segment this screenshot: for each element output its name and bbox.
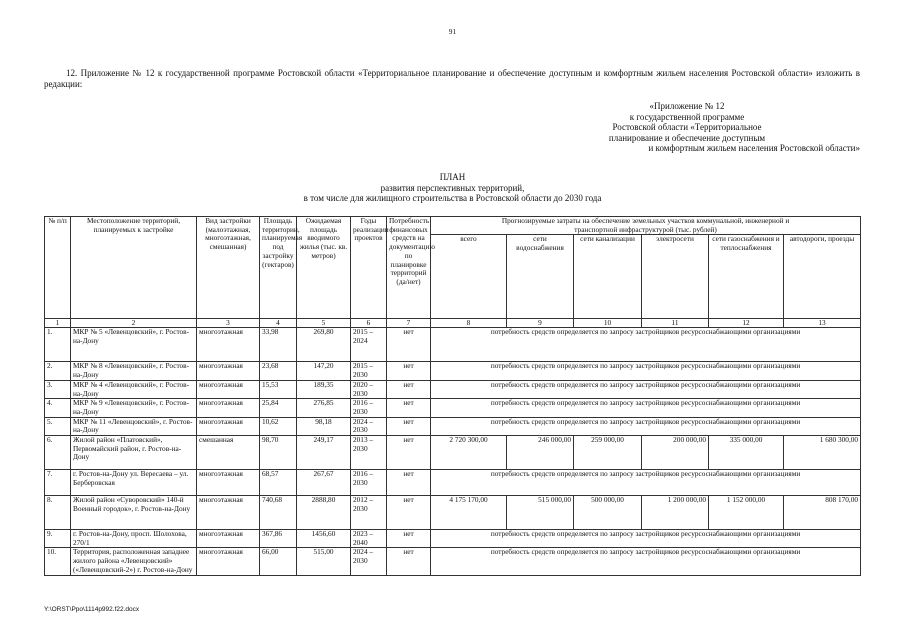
cell-type: многоэтажная xyxy=(197,470,260,496)
cell-type: многоэтажная xyxy=(197,380,260,398)
cell-location: г. Ростов-на-Дону ул. Вересаева – ул. Берберовская xyxy=(71,470,197,496)
cell-housing: 515,00 xyxy=(297,548,351,575)
cell-years: 2024 – 2030 xyxy=(351,548,387,575)
header-housing: Ожидаемая площадь вводимого жилья (тыс. кв. метров) xyxy=(297,217,351,319)
table-row xyxy=(45,496,861,530)
cell-housing: 269,80 xyxy=(297,328,351,362)
cell-housing: 98,18 xyxy=(297,417,351,435)
appendix-line: планирование и обеспечение доступным xyxy=(608,132,766,143)
cell-location: МКР № 9 «Левенцовский», г. Ростов-на-Дону xyxy=(71,399,197,417)
column-number: 12 xyxy=(709,319,784,328)
cell-type: многоэтажная xyxy=(197,496,260,530)
cell-area: 23,68 xyxy=(260,362,297,380)
cell-no: 8. xyxy=(45,496,71,530)
cell-total: 2 720 300,00 xyxy=(431,436,507,470)
header-location: Местоположение территорий, планируемых к застройке xyxy=(71,217,197,319)
header-need: Потребность финансовых средств на документацию по планировке территорий (да/нет) xyxy=(387,217,431,319)
cell-type: многоэтажная xyxy=(197,530,260,548)
column-number: 11 xyxy=(642,319,709,328)
column-number: 1 xyxy=(45,319,71,328)
cell-housing: 276,85 xyxy=(297,399,351,417)
table-row xyxy=(45,470,861,496)
cell-water: 515 000,00 xyxy=(507,496,574,530)
cell-area: 98,70 xyxy=(260,436,297,470)
cell-no: 2. xyxy=(45,362,71,380)
header-water: сети водоснабжения xyxy=(507,235,574,319)
cell-need: нет xyxy=(387,362,431,380)
cell-funding-note: потребность средств определяется по запросу застройщиков ресурсоснабжающими организациями xyxy=(431,548,861,575)
appendix-reference xyxy=(560,101,860,154)
cell-years: 2015 – 2024 xyxy=(351,328,387,362)
table-row xyxy=(45,417,861,435)
table-row xyxy=(45,380,861,398)
cell-no: 9. xyxy=(45,530,71,548)
cell-need: нет xyxy=(387,417,431,435)
cell-area: 68,57 xyxy=(260,470,297,496)
cell-type: многоэтажная xyxy=(197,399,260,417)
column-number: 8 xyxy=(431,319,507,328)
cell-location: МКР № 11 «Левенцовский», г. Ростов-на-Дону xyxy=(71,417,197,435)
cell-need: нет xyxy=(387,530,431,548)
cell-type: многоэтажная xyxy=(197,417,260,435)
cell-location: г. Ростов-на-Дону, просп. Шолохова, 270/1 xyxy=(71,530,197,548)
cell-years: 2016 – 2030 xyxy=(351,470,387,496)
header-roads: автодороги, проезды xyxy=(784,235,861,319)
cell-no: 4. xyxy=(45,399,71,417)
column-number: 13 xyxy=(784,319,861,328)
cell-housing: 267,67 xyxy=(297,470,351,496)
document-title xyxy=(0,172,905,204)
cell-housing: 189,35 xyxy=(297,380,351,398)
column-number: 7 xyxy=(387,319,431,328)
cell-housing: 2888,80 xyxy=(297,496,351,530)
cell-no: 6. xyxy=(45,436,71,470)
header-no: № п/п xyxy=(45,217,71,319)
title-line: ПЛАН xyxy=(439,172,466,182)
table-row xyxy=(45,436,861,470)
cell-years: 2015 – 2030 xyxy=(351,362,387,380)
table-row xyxy=(45,399,861,417)
cell-years: 2013 – 2030 xyxy=(351,436,387,470)
column-number: 4 xyxy=(260,319,297,328)
cell-location: МКР № 4 «Левенцовский», г. Ростов-на-Дону xyxy=(71,380,197,398)
cell-need: нет xyxy=(387,399,431,417)
cell-years: 2020 – 2030 xyxy=(351,380,387,398)
header-years: Годы реализации проектов xyxy=(351,217,387,319)
cell-location: МКР № 8 «Левенцовский», г. Ростов-на-Дону xyxy=(71,362,197,380)
cell-no: 5. xyxy=(45,417,71,435)
cell-years: 2023 – 2040 xyxy=(351,530,387,548)
cell-area: 25,84 xyxy=(260,399,297,417)
column-number: 2 xyxy=(71,319,197,328)
cell-total: 4 175 170,00 xyxy=(431,496,507,530)
column-number: 3 xyxy=(197,319,260,328)
cell-gas: 1 152 000,00 xyxy=(709,496,784,530)
cell-need: нет xyxy=(387,470,431,496)
file-path-footer: Y:\ORST\Ppo\1114p992.f22.docx xyxy=(44,606,140,613)
appendix-line: к государственной программе xyxy=(629,111,745,122)
cell-water: 246 000,00 xyxy=(507,436,574,470)
cell-location: Территория, расположенная западнее жилого района «Левенцовский» («Левенцовский-2») г. Ростов-на-Дону xyxy=(71,548,197,575)
cell-area: 33,98 xyxy=(260,328,297,362)
cell-no: 1. xyxy=(45,328,71,362)
cell-housing: 147,20 xyxy=(297,362,351,380)
column-number: 10 xyxy=(574,319,642,328)
cell-type: многоэтажная xyxy=(197,548,260,575)
cell-need: нет xyxy=(387,328,431,362)
cell-location: МКР № 5 «Левенцовский», г. Ростов-на-Дону xyxy=(71,328,197,362)
cell-location: Жилой район «Суворовский» 140-й Военный городок», г. Ростов-на-Дону xyxy=(71,496,197,530)
table-row xyxy=(45,548,861,575)
cell-years: 2024 – 2030 xyxy=(351,417,387,435)
header-electric: электросети xyxy=(642,235,709,319)
cell-need: нет xyxy=(387,380,431,398)
cell-housing: 1456,60 xyxy=(297,530,351,548)
cell-funding-note: потребность средств определяется по запросу застройщиков ресурсоснабжающими организациями xyxy=(431,399,861,417)
cell-funding-note: потребность средств определяется по запросу застройщиков ресурсоснабжающими организациями xyxy=(431,530,861,548)
cell-electric: 1 200 000,00 xyxy=(642,496,709,530)
cell-no: 10. xyxy=(45,548,71,575)
table-row xyxy=(45,362,861,380)
header-row xyxy=(45,217,861,235)
cell-roads: 1 680 300,00 xyxy=(784,436,861,470)
cell-funding-note: потребность средств определяется по запросу застройщиков ресурсоснабжающими организациями xyxy=(431,470,861,496)
cell-sewer: 259 000,00 xyxy=(574,436,642,470)
cell-funding-note: потребность средств определяется по запросу застройщиков ресурсоснабжающими организациями xyxy=(431,362,861,380)
title-line: развития перспективных территорий, xyxy=(380,182,525,193)
cell-type: многоэтажная xyxy=(197,328,260,362)
plan-table xyxy=(44,216,861,576)
header-type: Вид застройки (малоэтажная, многоэтажная, смешанная) xyxy=(197,217,260,319)
page-number: 91 xyxy=(448,27,457,36)
cell-area: 740,68 xyxy=(260,496,297,530)
cell-electric: 200 000,00 xyxy=(642,436,709,470)
cell-need: нет xyxy=(387,436,431,470)
column-number: 5 xyxy=(297,319,351,328)
header-total: всего xyxy=(431,235,507,319)
column-number: 9 xyxy=(507,319,574,328)
cell-type: многоэтажная xyxy=(197,362,260,380)
cell-need: нет xyxy=(387,496,431,530)
header-area: Площадь территории, планируемая под застройку (гектаров) xyxy=(260,217,297,319)
table-row xyxy=(45,328,861,362)
column-number: 6 xyxy=(351,319,387,328)
cell-need: нет xyxy=(387,548,431,575)
appendix-line: и комфортным жильем населения Ростовской области» xyxy=(648,143,860,153)
cell-housing: 249,17 xyxy=(297,436,351,470)
cell-type: смешанная xyxy=(197,436,260,470)
cell-area: 66,00 xyxy=(260,548,297,575)
cell-area: 367,86 xyxy=(260,530,297,548)
cell-area: 10,62 xyxy=(260,417,297,435)
cell-area: 15,53 xyxy=(260,380,297,398)
title-line: в том числе для жилищного строительства в Ростовской области до 2030 года xyxy=(303,193,602,203)
cell-no: 3. xyxy=(45,380,71,398)
cell-years: 2016 – 2030 xyxy=(351,399,387,417)
cell-funding-note: потребность средств определяется по запросу застройщиков ресурсоснабжающими организациями xyxy=(431,417,861,435)
table-row xyxy=(45,530,861,548)
header-gas: сети газоснабжения и теплоснабжения xyxy=(709,235,784,319)
cell-funding-note: потребность средств определяется по запросу застройщиков ресурсоснабжающими организациями xyxy=(431,328,861,362)
cell-location: Жилой район «Платовский», Первомайский район, г. Ростов-на-Дону xyxy=(71,436,197,470)
cell-years: 2012 – 2030 xyxy=(351,496,387,530)
cell-no: 7. xyxy=(45,470,71,496)
appendix-line: Ростовской области «Территориальное xyxy=(612,122,762,132)
header-costs-group: Прогнозируемые затраты на обеспечение земельных участков коммунальной, инженерной и транспортной инфраструктурой (тыс. рублей) xyxy=(431,217,861,235)
header-sewer: сети канализации xyxy=(574,235,642,319)
cell-sewer: 500 000,00 xyxy=(574,496,642,530)
appendix-line: «Приложение № 12 xyxy=(649,101,725,111)
cell-gas: 335 000,00 xyxy=(709,436,784,470)
cell-funding-note: потребность средств определяется по запросу застройщиков ресурсоснабжающими организациями xyxy=(431,380,861,398)
cell-roads: 808 170,00 xyxy=(784,496,861,530)
intro-paragraph: 12. Приложение № 12 к государственной программе Ростовской области «Территориальное планирование и обеспечение доступным и комфортным жильем населения Ростовской области» изложить в редакции: xyxy=(44,68,860,89)
